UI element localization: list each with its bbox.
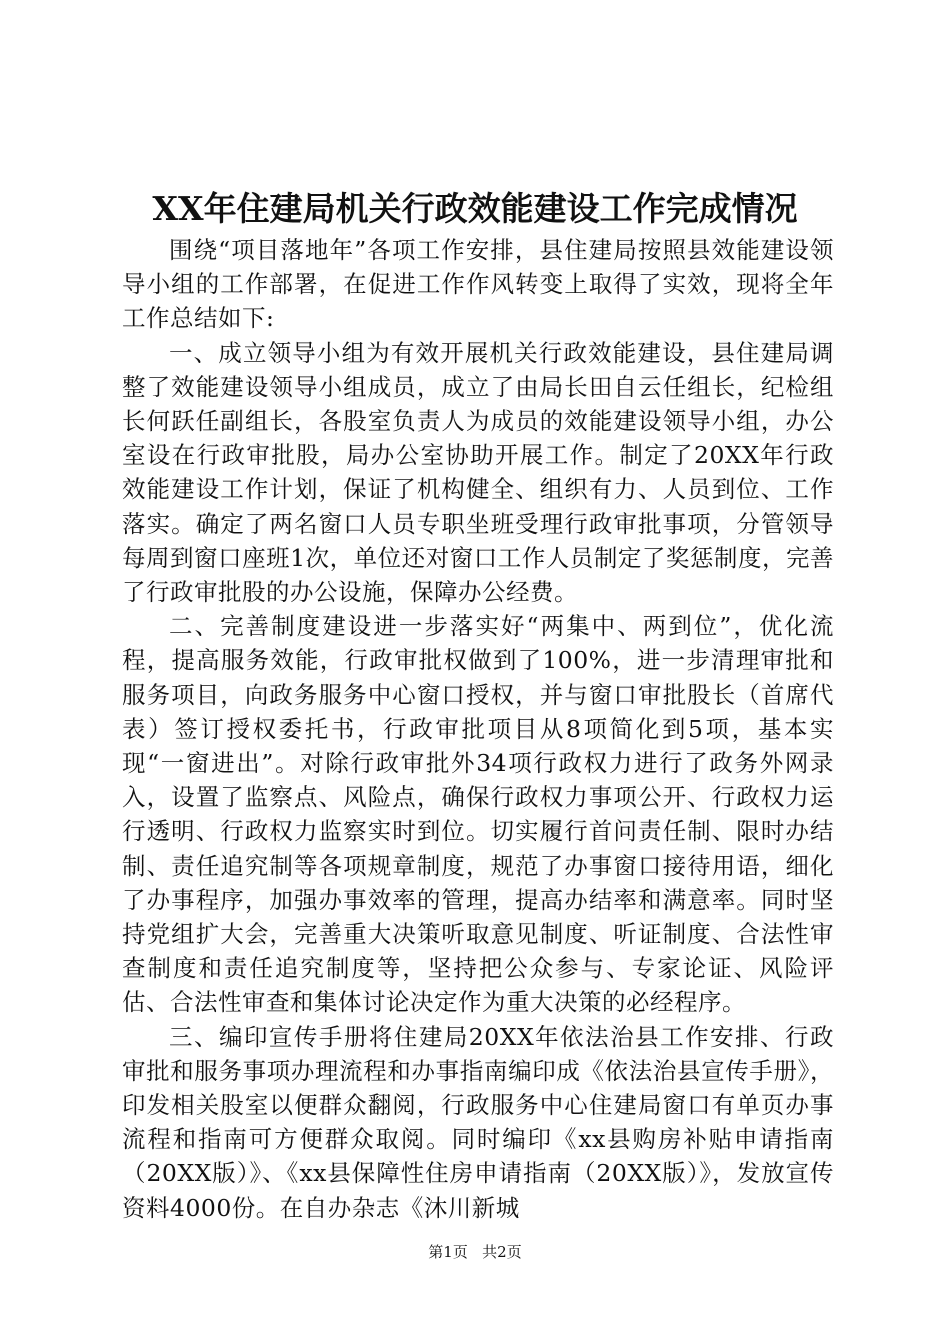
document-title: XX年住建局机关行政效能建设工作完成情况	[152, 189, 798, 228]
page-separator	[473, 1243, 478, 1261]
paragraph-section-3: 三、编印宣传手册将住建局20XX年依法治县工作安排、行政审批和服务事项办理流程和办事指南编印成《依法治县宣传手册》，印发相关股室以便群众翻阅，行政服务中心住建局窗口有单页办事流程和指南可方便群众取阅。同时编印《xx县购房补贴申请指南（20XX版）》、《xx县保障性住房申请指南（20XX版）》，发放宣传资料4000份。在自办杂志《沐川新城	[122, 1022, 834, 1222]
document-body	[122, 233, 834, 1225]
paragraph-section-1: 一、成立领导小组为有效开展机关行政效能建设，县住建局调整了效能建设领导小组成员，成立了由局长田自云任组长，纪检组长何跃任副组长，各股室负责人为成员的效能建设领导小组，办公室设在行政审批股，局办公室协助开展工作。制定了20XX年行政效能建设工作计划，保证了机构健全、组织有力、人员到位、工作落实。确定了两名窗口人员专职坐班受理行政审批事项，分管领导每周到窗口座班1次，单位还对窗口工作人员制定了奖惩制度，完善了行政审批股的办公设施，保障办公经费。	[122, 338, 834, 607]
page-footer	[0, 1240, 950, 1264]
paragraph-intro: 围绕“项目落地年”各项工作安排，县住建局按照县效能建设领导小组的工作部署，在促进工作作风转变上取得了实效，现将全年工作总结如下:	[122, 236, 834, 333]
page-total: 共2页	[482, 1243, 522, 1261]
page-number: 第1页	[428, 1243, 468, 1261]
paragraph-section-2: 二、完善制度建设进一步落实好“两集中、两到位”，优化流程，提高服务效能，行政审批权做到了100%，进一步清理审批和服务项目，向政务服务中心窗口授权，并与窗口审批股长（首席代表）签订授权委托书，行政审批项目从8项简化到5项，基本实现“一窗进出”。对除行政审批外34项行政权力进行了政务外网录入，设置了监察点、风险点，确保行政权力事项公开、行政权力运行透明、行政权力监察实时到位。切实履行首问责任制、限时办结制、责任追究制等各项规章制度，规范了办事窗口接待用语，细化了办事程序，加强办事效率的管理，提高办结率和满意率。同时坚持党组扩大会，完善重大决策听取意见制度、听证制度、合法性审查制度和责任追究制度等，坚持把公众参与、专家论证、风险评估、合法性审查和集体讨论决定作为重大决策的必经程序。	[122, 612, 834, 1017]
